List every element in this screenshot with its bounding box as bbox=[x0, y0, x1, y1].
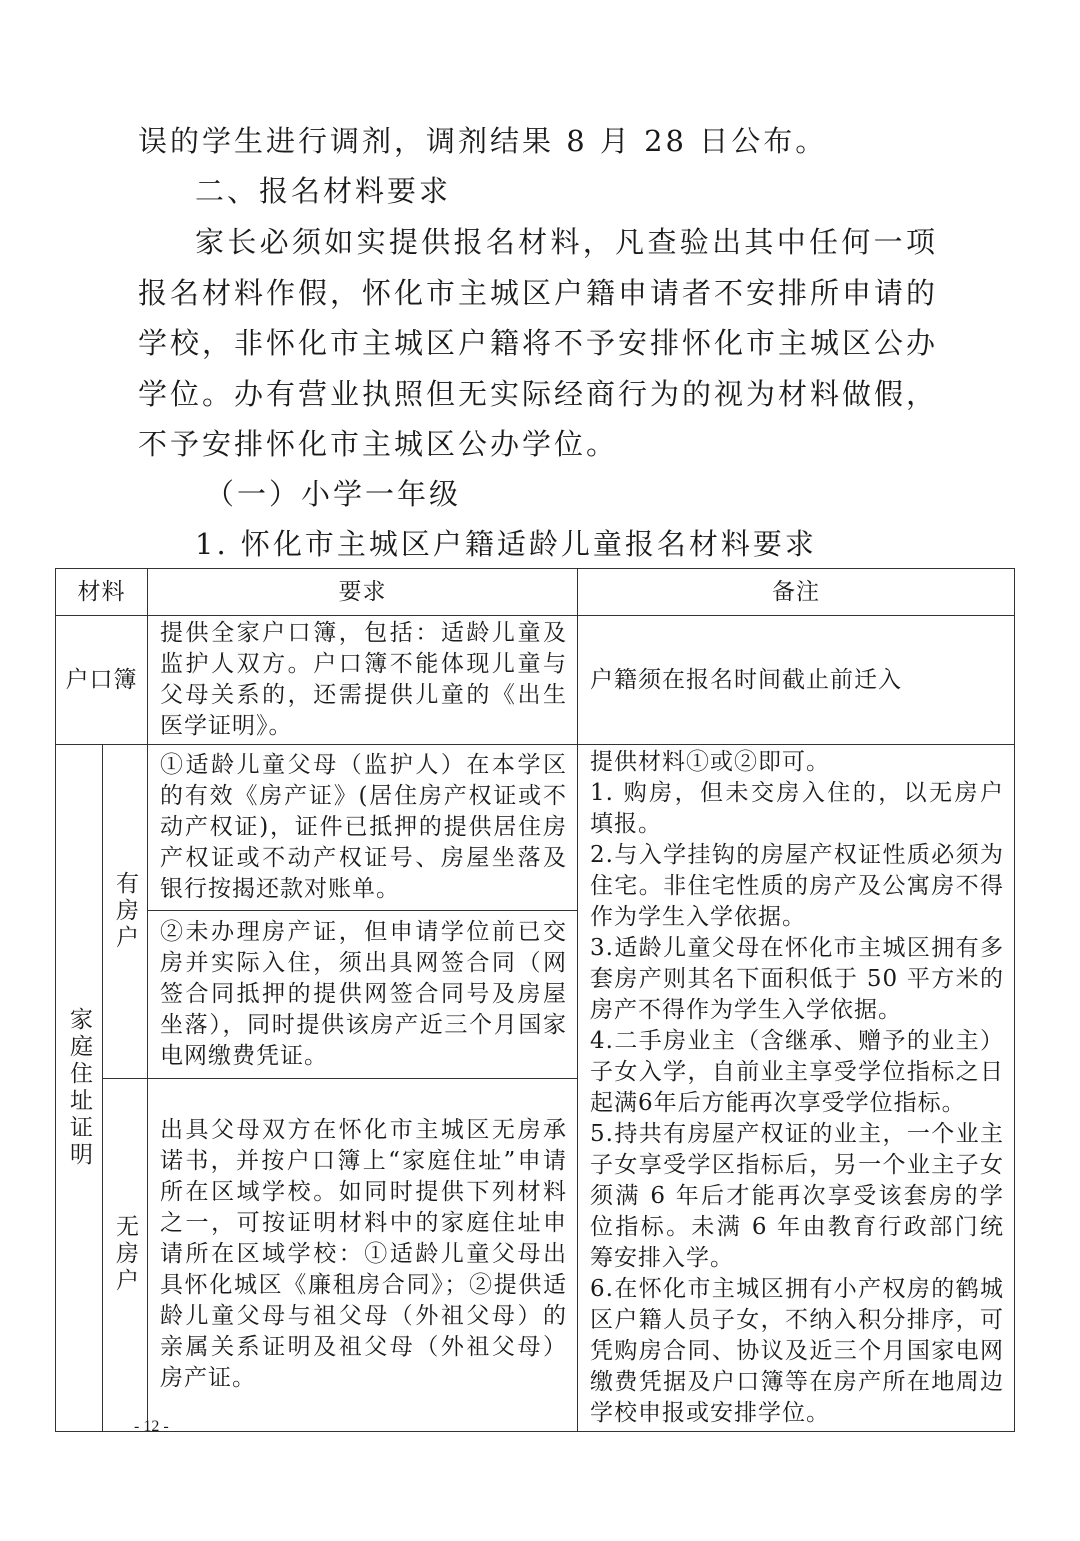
with-house-text: 有房户 bbox=[112, 870, 138, 952]
address-proof-label bbox=[56, 745, 103, 1432]
subsection-heading: （一）小学一年级 bbox=[205, 477, 462, 511]
header-requirement: 要求 bbox=[148, 569, 578, 616]
address-remarks-list bbox=[590, 747, 1004, 1429]
remark-item: 5.持共有房屋产权证的业主，一个业主子女享受学区指标后，另一个业主子女须满 6 年后才能再次享受该套房的学位指标。未满 6 年由教育行政部门统筹安排入学。 bbox=[590, 1121, 1004, 1271]
remark-item: 提供材料①或②即可。 bbox=[590, 749, 830, 775]
paragraph-requirements: 家长必须如实提供报名材料，凡查验出其中任何一项报名材料作假，怀化市主城区户籍申请者不安排所申请的学校，非怀化市主城区户籍将不予安排怀化市主城区公办学位。办有营业执照但无实际经商行为的视为材料做假，不予安排怀化市主城区公办学位。 bbox=[138, 225, 939, 461]
header-remark: 备注 bbox=[578, 569, 1015, 616]
address-remarks bbox=[578, 745, 1015, 1432]
hukou-row bbox=[56, 616, 1015, 745]
paragraph-continued: 误的学生进行调剂，调剂结果 8 月 28 日公布。 bbox=[138, 124, 828, 158]
remark-item: 3.适龄儿童父母在怀化市主城区拥有多套房产则其名下面积低于 50 平方米的房产不得作为学生入学依据。 bbox=[590, 935, 1004, 1023]
with-house-requirement-1: ①适龄儿童父母（监护人）在本学区的有效《房产证》(居住房产权证或不动产权证)，证件已抵押的提供居住房产权证或不动产权证号、房屋坐落及银行按揭还款对账单。 bbox=[148, 745, 578, 911]
hukou-remark: 户籍须在报名时间截止前迁入 bbox=[578, 616, 1015, 745]
table-header-row bbox=[56, 569, 1015, 616]
no-house-text: 无房户 bbox=[112, 1214, 138, 1296]
with-house-requirement-2: ②未办理房产证，但申请学位前已交房并实际入住，须出具网签合同（网签合同抵押的提供网签合同号及房屋坐落），同时提供该房产近三个月国家电网缴费凭证。 bbox=[148, 911, 578, 1078]
no-house-label bbox=[103, 1078, 148, 1431]
table-caption: 1. 怀化市主城区户籍适龄儿童报名材料要求 bbox=[195, 527, 817, 561]
header-material: 材料 bbox=[56, 569, 148, 616]
with-house-label bbox=[103, 745, 148, 1079]
hukou-requirement: 提供全家户口簿，包括：适龄儿童及监护人双方。户口簿不能体现儿童与父母关系的，还需提供儿童的《出生医学证明》。 bbox=[148, 616, 578, 745]
page-number: - 12 - bbox=[134, 1418, 169, 1435]
remark-item: 4.二手房业主（含继承、赠予的业主）子女入学，自前业主享受学位指标之日起满6年后方能再次享受学位指标。 bbox=[590, 1028, 1004, 1116]
no-house-requirement: 出具父母双方在怀化市主城区无房承诺书，并按户口簿上“家庭住址”申请所在区域学校。如同时提供下列材料之一，可按证明材料中的家庭住址申请所在区域学校：①适龄儿童父母出具怀化城区《廉租房合同》；②提供适龄儿童父母与祖父母（外祖父母）的亲属关系证明及祖父母（外祖父母）房产证。 bbox=[148, 1078, 578, 1431]
remark-item: 2.与入学挂钩的房屋产权证性质必须为住宅。非住宅性质的房产及公寓房不得作为学生入学依据。 bbox=[590, 842, 1004, 930]
remark-item: 6.在怀化市主城区拥有小产权房的鹤城区户籍人员子女，不纳入积分排序，可凭购房合同、协议及近三个月国家电网缴费凭据及户口簿等在房产所在地周边学校申报或安排学位。 bbox=[590, 1276, 1004, 1426]
requirements-table bbox=[55, 568, 1015, 1432]
section-heading: 二、报名材料要求 bbox=[195, 174, 452, 208]
with-house-row-1 bbox=[56, 745, 1015, 911]
hukou-label: 户口簿 bbox=[56, 616, 148, 745]
remark-item: 1. 购房，但未交房入住的，以无房户填报。 bbox=[590, 780, 1004, 837]
address-proof-text: 家庭住址证明 bbox=[66, 1007, 92, 1169]
